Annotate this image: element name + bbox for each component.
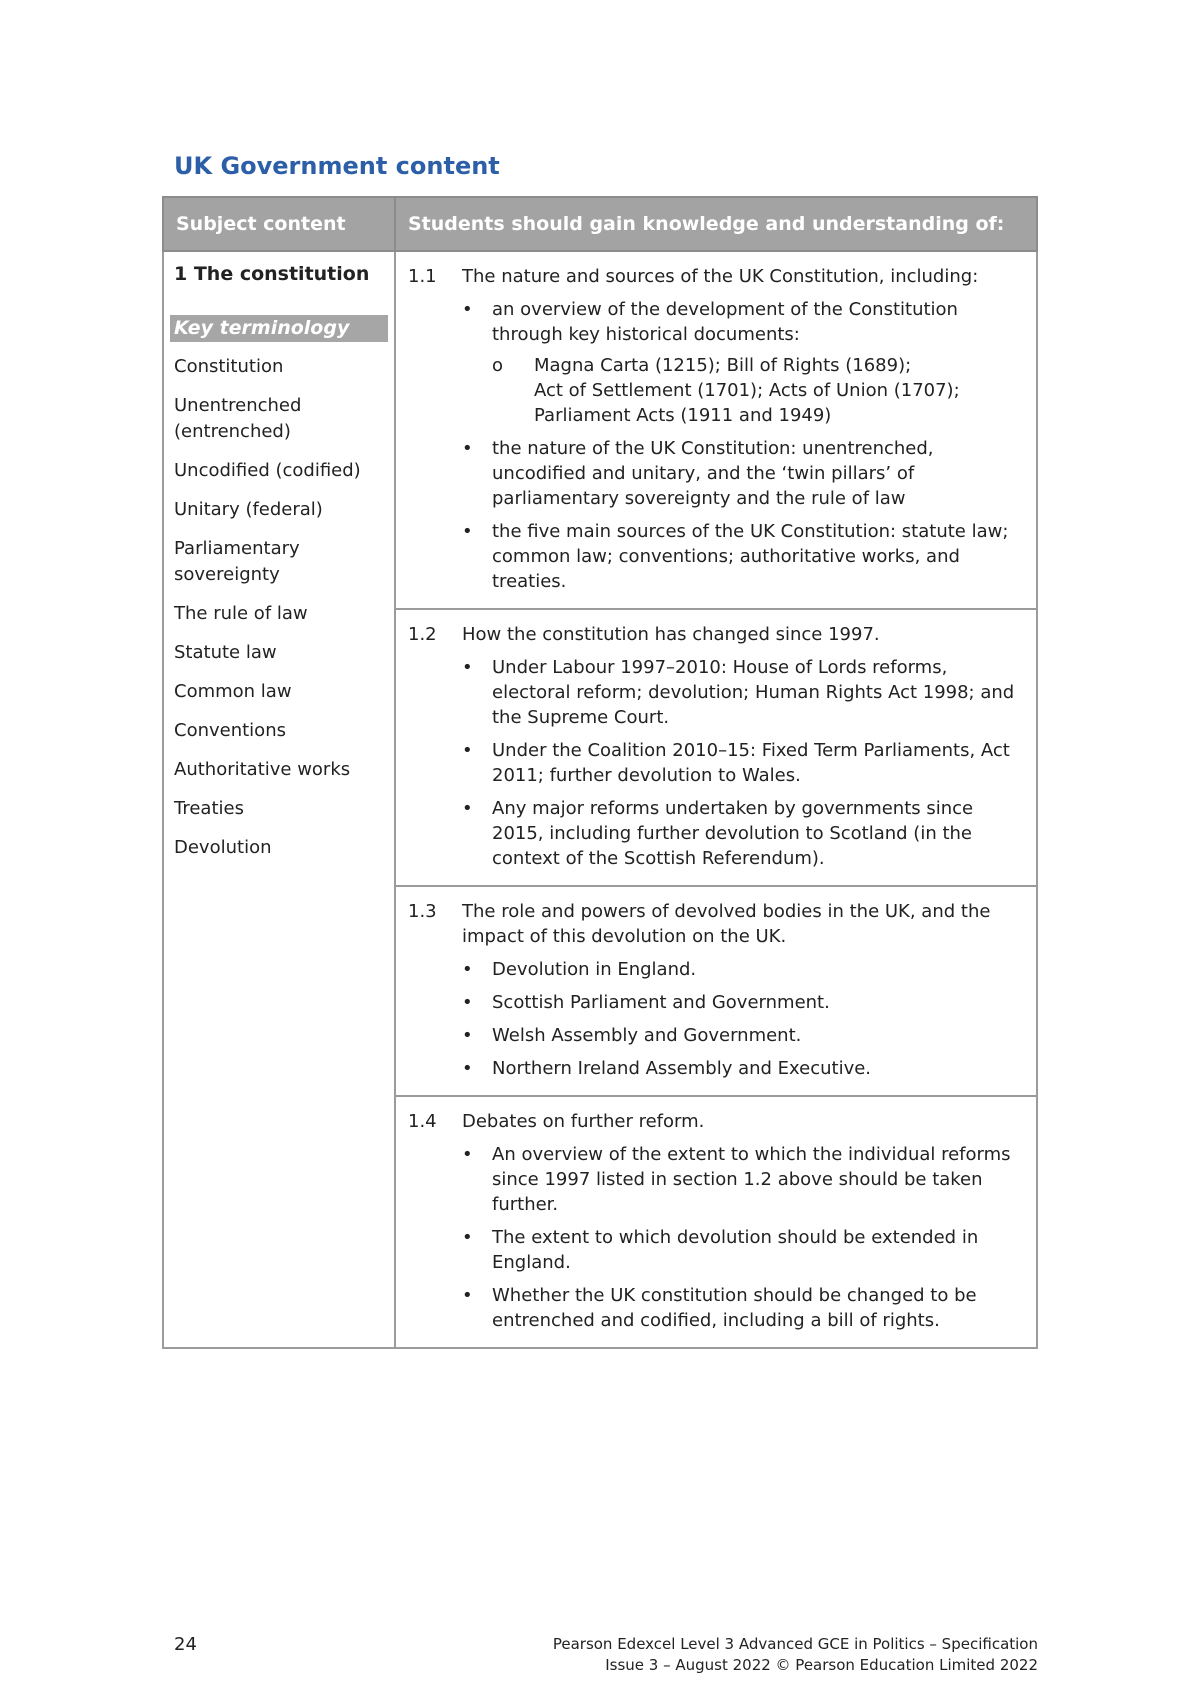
term-item: Uncodified (codified) <box>174 460 361 481</box>
bullet-item: • Welsh Assembly and Government. <box>462 1023 1024 1048</box>
footer-issue: Issue 3 – August 2022 © Pearson Education Limited 2022 <box>605 1656 1038 1674</box>
page-number: 24 <box>174 1634 197 1655</box>
term-item: Unentrenched (entrenched) <box>174 395 302 442</box>
bullet-item: • Under Labour 1997–2010: House of Lords reforms, electoral reform; devolution; Human Rights Act 1998; and the Supreme Court. <box>462 655 1024 730</box>
sub-bullet-line: o Magna Carta (1215); Bill of Rights (1689); <box>534 355 912 376</box>
sub-bullet-line: Act of Settlement (1701); Acts of Union (1707); <box>534 380 960 401</box>
section-number: 1.4 <box>408 1111 437 1132</box>
bullet-item: • the five main sources of the UK Constitution: statute law; common law; conventions; authoritative works, and treaties. <box>462 519 1024 594</box>
section-title: Debates on further reform. <box>462 1111 705 1132</box>
section-title: The role and powers of devolved bodies in the UK, and the impact of this devolution on the UK. <box>462 901 991 947</box>
section-number: 1.3 <box>408 901 437 922</box>
term-item: Constitution <box>174 356 284 377</box>
term-item: Unitary (federal) <box>174 499 323 520</box>
section-title: The nature and sources of the UK Constitution, including: <box>462 266 979 287</box>
section-number: 1.1 <box>408 266 437 287</box>
bullet-item: • Devolution in England. <box>462 957 1024 982</box>
section-title: How the constitution has changed since 1997. <box>462 624 880 645</box>
term-item: Conventions <box>174 720 286 741</box>
section-row-1-1 <box>163 251 1037 609</box>
bullet-item: • An overview of the extent to which the individual reforms since 1997 listed in section 1.2 above should be taken further. <box>462 1142 1024 1217</box>
page-title: UK Government content <box>174 152 500 180</box>
section-cell-1-3 <box>395 886 1037 1096</box>
bullet-item: • the nature of the UK Constitution: unentrenched, uncodified and unitary, and the ‘twin pillars’ of parliamentary sovereignty and the rule of law <box>462 436 1024 511</box>
bullet-item: • Whether the UK constitution should be changed to be entrenched and codified, including a bill of rights. <box>462 1283 1024 1333</box>
footer-spec-title: Pearson Edexcel Level 3 Advanced GCE in Politics – Specification <box>552 1635 1038 1653</box>
section-cell-1-2 <box>395 609 1037 886</box>
sub-bullet-item <box>492 353 1024 428</box>
header-students-should-gain: Students should gain knowledge and understanding of: <box>395 197 1037 251</box>
footer <box>553 1634 1038 1676</box>
bullet-item: • Any major reforms undertaken by governments since 2015, including further devolution to Scotland (in the context of the Scottish Referendum). <box>462 796 1024 871</box>
bullet-item: • Scottish Parliament and Government. <box>462 990 1024 1015</box>
table-header-row <box>163 197 1037 251</box>
key-terminology-label: Key terminology <box>170 315 388 342</box>
specification-table <box>162 196 1038 1349</box>
term-item: The rule of law <box>174 603 308 624</box>
sub-bullet-line: Parliament Acts (1911 and 1949) <box>534 405 832 426</box>
section-cell-1-1 <box>395 251 1037 609</box>
header-subject-content: Subject content <box>163 197 395 251</box>
topic-title: 1 The constitution <box>174 263 370 285</box>
bullet-item: • The extent to which devolution should be extended in England. <box>462 1225 1024 1275</box>
bullet-item: • Northern Ireland Assembly and Executive. <box>462 1056 1024 1081</box>
term-item: Common law <box>174 681 292 702</box>
term-item: Statute law <box>174 642 277 663</box>
term-item: Parliamentary sovereignty <box>174 538 300 585</box>
term-item: Authoritative works <box>174 759 351 780</box>
term-item: Devolution <box>174 837 272 858</box>
bullet-item: • Under the Coalition 2010–15: Fixed Term Parliaments, Act 2011; further devolution to Wales. <box>462 738 1024 788</box>
subject-content-cell <box>163 251 395 1348</box>
section-number: 1.2 <box>408 624 437 645</box>
section-cell-1-4 <box>395 1096 1037 1348</box>
bullet-item: • an overview of the development of the Constitution through key historical documents: o Magna Carta (1215); Bill of Rights (1689); Act of Settlement (1701); Acts of Union (1707); Parliament Acts (1911 and 1949) <box>462 297 1024 428</box>
term-item: Treaties <box>174 798 244 819</box>
